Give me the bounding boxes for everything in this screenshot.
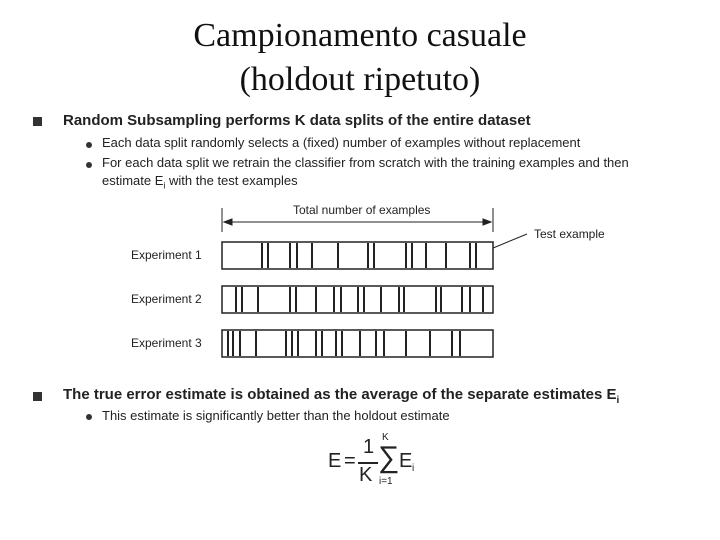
- sub-bullet-better-estimate: This estimate is significantly better than the holdout estimate: [102, 408, 450, 423]
- subscript-i: i: [163, 180, 166, 191]
- formula-denominator: K: [359, 464, 373, 486]
- experiment-3-label: Experiment 3: [131, 336, 202, 350]
- formula-equals: =: [344, 450, 356, 472]
- slide-title-line2: (holdout ripetuto): [239, 61, 481, 98]
- sum-upper-limit: K: [382, 432, 389, 443]
- formula-term-subscript: i: [412, 463, 415, 474]
- estimate-text: estimate E: [102, 173, 164, 188]
- experiment-1-label: Experiment 1: [131, 248, 202, 262]
- subscript-i: i: [616, 395, 620, 406]
- dot-bullet-icon: [86, 414, 92, 420]
- sum-lower-limit: i=1: [379, 476, 393, 487]
- slide-title-line1: Campionamento casuale: [193, 17, 527, 54]
- test-example-label: Test example: [534, 227, 605, 241]
- true-error-text: The true error estimate is obtained as the average of the separate estimates E: [63, 386, 617, 403]
- formula-numerator: 1: [363, 436, 375, 458]
- bullet-random-subsampling: Random Subsampling performs K data splits of the entire dataset: [63, 112, 531, 129]
- experiment-2-label: Experiment 2: [131, 292, 202, 306]
- estimate-text-rest: with the test examples: [165, 173, 298, 188]
- total-examples-label: Total number of examples: [293, 203, 431, 217]
- sum-sigma-icon: ∑: [378, 441, 400, 474]
- formula-lhs: E: [328, 450, 342, 472]
- sub-bullet-retrain-line1: For each data split we retrain the classifier from scratch with the training examples and then: [102, 155, 629, 170]
- formula-term: E: [399, 450, 413, 472]
- sub-bullet-split-selection: Each data split randomly selects a (fixed) number of examples without replacement: [102, 135, 581, 150]
- square-bullet-icon: [33, 392, 42, 401]
